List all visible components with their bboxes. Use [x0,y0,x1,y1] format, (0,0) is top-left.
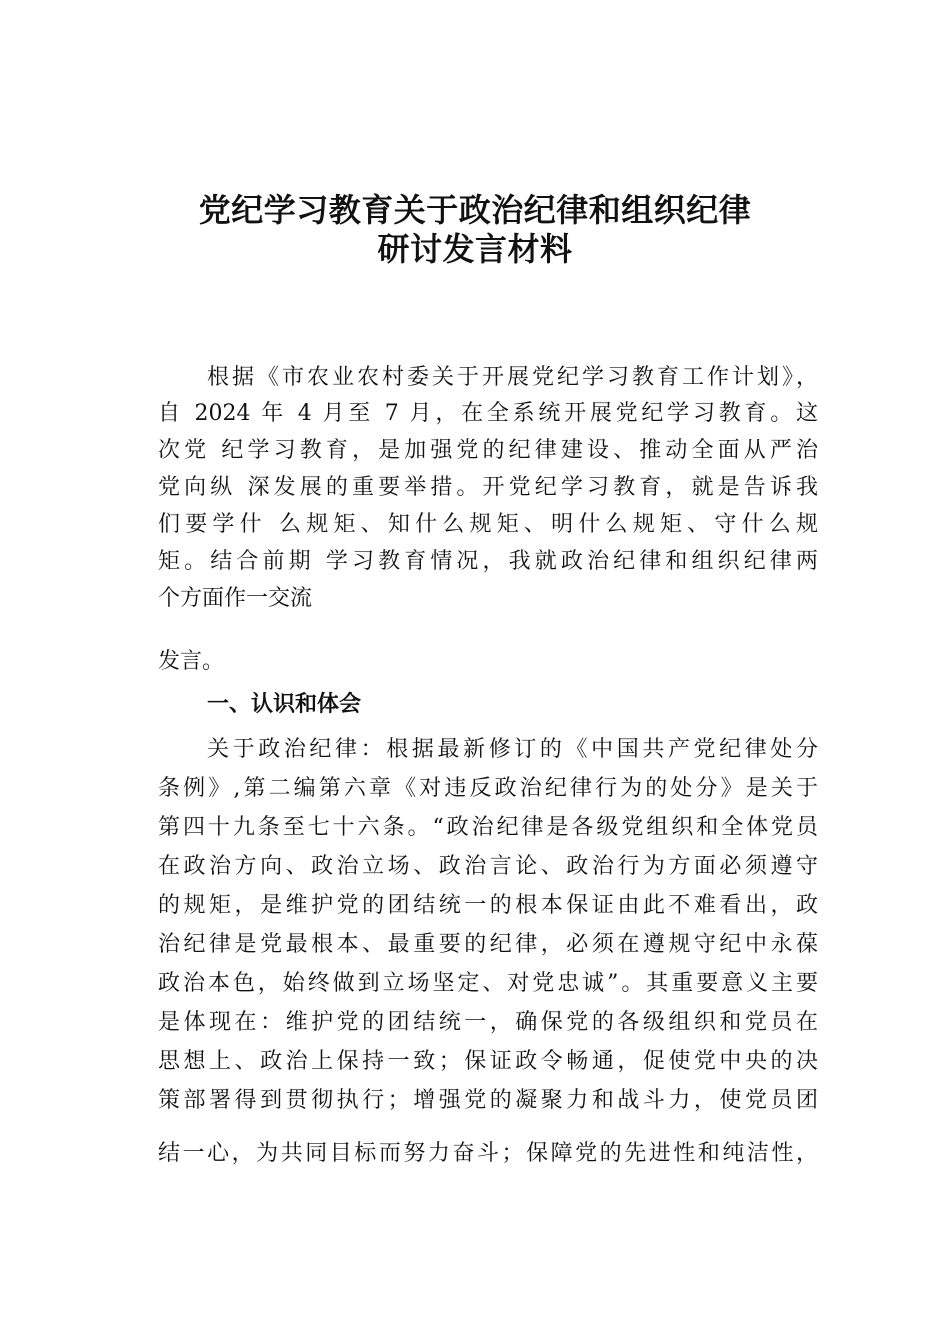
paragraph-line: 个方面作一交流 [158,586,313,611]
paragraph-line: 条例》,第二编第六章《对违反政治纪律行为的处分》是关于 [158,776,818,801]
paragraph-line: 在政治方向、政治立场、政治言论、政治行为方面必须遵守 [158,854,818,879]
paragraph-line: 结一心，为共同目标而努力奋斗；保障党的先进性和纯洁性， [158,1141,818,1166]
paragraph-line: 的规矩，是维护党的团结统一的根本保证由此不难看出，政 [158,893,818,918]
paragraph-line: 策部署得到贯彻执行；增强党的凝聚力和战斗力，使党员团 [158,1088,818,1113]
paragraph-line: 们要学什 么规矩、知什么规矩、明什么规矩、守什么规 [158,512,818,537]
document-title-line-2: 研讨发言材料 [377,230,573,268]
paragraph-line: 自 2024 年 4 月至 7 月，在全系统开展党纪学习教育。这 [158,401,818,426]
paragraph-line: 根据《市农业农村委关于开展党纪学习教育工作计划》， [207,365,818,390]
paragraph-line: 党向纵 深发展的重要举措。开党纪学习教育，就是告诉我 [158,475,818,500]
paragraph-line: 第四十九条至七十六条。“政治纪律是各级党组织和全体党员 [158,815,818,840]
document-title-line-1: 党纪学习教育关于政治纪律和组织纪律 [198,191,752,229]
paragraph-line: 关于政治纪律：根据最新修订的《中国共产党纪律处分 [207,737,818,762]
paragraph-line: 发言。 [158,649,225,674]
paragraph-line: 政治本色，始终做到立场坚定、对党忠诚”。其重要意义主要 [158,971,818,996]
paragraph-line: 矩。结合前期 学习教育情况，我就政治纪律和组织纪律两 [158,549,818,574]
section-heading: 一、认识和体会 [207,692,362,717]
paragraph-line: 次党 纪学习教育，是加强党的纪律建设、推动全面从严治 [158,438,818,463]
paragraph-line: 思想上、政治上保持一致；保证政令畅通，促使党中央的决 [158,1049,818,1074]
paragraph-line: 是体现在：维护党的团结统一，确保党的各级组织和党员在 [158,1010,818,1035]
paragraph-line: 治纪律是党最根本、最重要的纪律，必须在遵规守纪中永葆 [158,932,818,957]
